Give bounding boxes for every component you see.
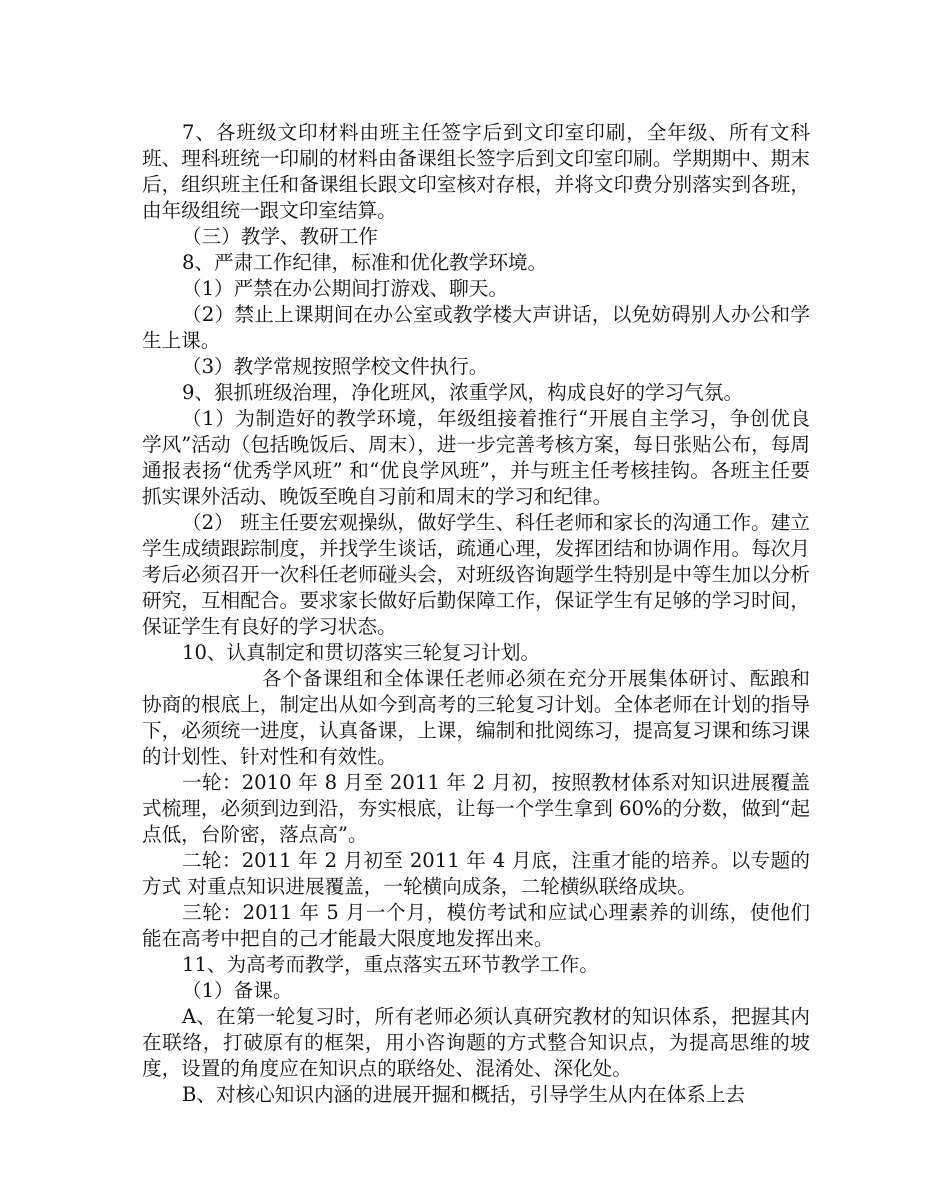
paragraph-item-8-discipline: 8、严肃工作纪律，标准和优化教学环境。 — [182, 251, 548, 274]
paragraph-sub-9-2: （2） 班主任要宏观操纵，做好学生、科任老师和家长的沟通工作。建立学生成绩跟踪制度，并找学生谈话，疏通心理，发挥团结和协调作用。每次月考后必须召开一次科任老师碰头会，对班级咨询题学生特别是中等生加以分析研究，互相配合。要求家长做好后勤保障工作，保证学生有足够的学习时间，保证学生有良好的学习状态。 — [142, 511, 810, 638]
paragraph-point-a: A、在第一轮复习时，所有老师必须认真研究教材的知识体系，把握其内在联络，打破原有的框架，用小咨询题的方式整合知识点，为提高思维的坡度，设置的角度应在知识点的联络处、混淆处、深化处。 — [142, 1005, 810, 1080]
paragraph-round-two: 二轮：2011 年 2 月初至 2011 年 4 月底，注重才能的培养。以专题的方式 对重点知识进展覆盖，一轮横向成条，二轮横纵联络成块。 — [142, 849, 810, 898]
paragraph-sub-11-1: （1）备课。 — [182, 979, 293, 1002]
paragraph-item-9-class-management: 9、狠抓班级治理，净化班风，浓重学风，构成良好的学习气氛。 — [182, 381, 744, 404]
paragraph-item-7-printing: 7、各班级文印材料由班主任签字后到文印室印刷，全年级、所有文科班、理科班统一印刷的材料由备课组长签字后到文印室印刷。学期期中、期末后，组织班主任和备课组长跟文印室核对存根，并将文印费分别落实到各班，由年级组统一跟文印室结算。 — [142, 121, 810, 222]
paragraph-round-three: 三轮：2011 年 5 月一个月，模仿考试和应试心理素养的训练，使他们能在高考中把自的己才能最大限度地发挥出来。 — [142, 901, 810, 950]
paragraph-sub-8-1: （1）严禁在办公期间打游戏、聊天。 — [182, 277, 508, 300]
paragraph-round-one: 一轮：2010 年 8 月至 2011 年 2 月初，按照教材体系对知识进展覆盖式梳理，必须到边到沿，夯实根底，让每一个学生拿到 60%的分数，做到“起点低，台阶密，落点高”。 — [142, 771, 810, 846]
paragraph-sub-8-2: （2）禁止上课期间在办公室或教学楼大声讲话，以免妨碍别人办公和学生上课。 — [142, 303, 810, 352]
paragraph-point-b: B、对核心知识内涵的进展开掘和概括，引导学生从内在体系上去 — [182, 1083, 746, 1106]
document-page — [142, 120, 810, 1108]
paragraph-sub-9-1: （1）为制造好的教学环境，年级组接着推行“开展自主学习，争创优良学风”活动（包括晚饭后、周末），进一步完善考核方案，每日张贴公布，每周通报表扬“优秀学风班” 和“优良学风班”，并与班主任考核挂钩。各班主任要抓实课外活动、晚饭至晚自习前和周末的学习和纪律。 — [142, 407, 810, 508]
paragraph-sub-8-3: （3）教学常规按照学校文件执行。 — [182, 355, 489, 378]
paragraph-item-11-five-links: 11、为高考而教学，重点落实五环节教学工作。 — [182, 953, 599, 976]
section-heading-teaching-research: （三）教学、教研工作 — [182, 225, 378, 248]
paragraph-item-10-review-plan: 10、认真制定和贯切落实三轮复习计划。 — [182, 641, 541, 664]
paragraph-review-plan-detail: 各个备课组和全体课任老师必须在充分开展集体研讨、酝踉和协商的根底上，制定出从如今到高考的三轮复习计划。全体老师在计划的指导下，必须统一进度，认真备课，上课，编制和批阅练习，提高复习课和练习课的计划性、针对性和有效性。 — [142, 667, 810, 768]
